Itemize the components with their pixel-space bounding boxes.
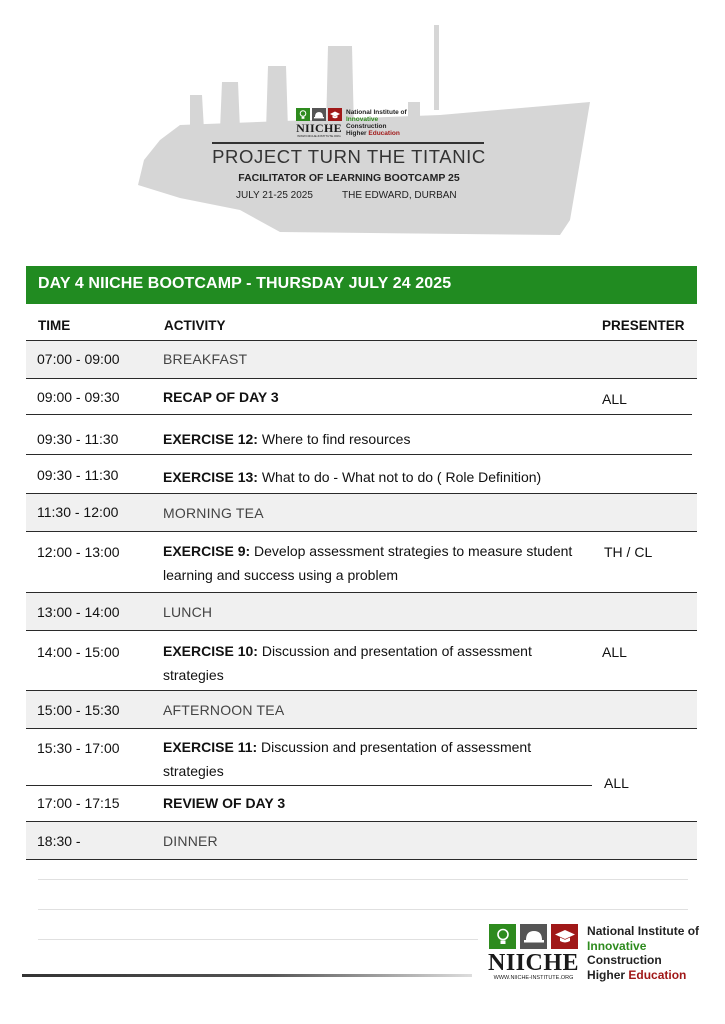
row-activity: REVIEW OF DAY 3	[163, 795, 286, 811]
brand-name: NIICHE	[488, 950, 580, 976]
column-header-presenter: PRESENTER	[602, 318, 685, 333]
row-time: 09:30 - 11:30	[37, 431, 119, 447]
schedule-row	[26, 729, 697, 791]
brand-website: WWW.NIICHE-INSTITUTE.ORG	[493, 975, 574, 981]
row-activity: LUNCH	[163, 604, 213, 620]
row-presenter: ALL	[604, 775, 629, 791]
row-activity: EXERCISE 10: Discussion and presentation of assessment strategies	[163, 643, 532, 683]
footer-bar	[22, 974, 472, 977]
row-time: 07:00 - 09:00	[37, 351, 120, 367]
event-dates: JULY 21-25 2025	[236, 190, 313, 201]
event-venue: THE EDWARD, DURBAN	[342, 190, 457, 201]
schedule-row	[26, 822, 697, 859]
organization-name: National Institute of Innovative Construction Higher Education	[346, 109, 407, 137]
column-header-activity: ACTIVITY	[164, 318, 226, 333]
row-time: 14:00 - 15:00	[37, 644, 120, 660]
lightbulb-icon	[296, 108, 310, 121]
notes-line	[38, 939, 478, 940]
event-title: PROJECT TURN THE TITANIC	[212, 146, 486, 167]
hardhat-icon	[520, 924, 547, 949]
header-logo	[296, 108, 407, 138]
graduation-cap-icon	[328, 108, 342, 121]
schedule-row	[26, 631, 697, 690]
row-presenter: TH / CL	[604, 544, 653, 560]
row-time: 09:00 - 09:30	[37, 389, 120, 405]
row-activity: MORNING TEA	[163, 505, 264, 521]
row-time: 17:00 - 17:15	[37, 795, 120, 811]
brand-name: NIICHE	[296, 121, 342, 135]
column-header-time: TIME	[38, 318, 71, 333]
row-time: 13:00 - 14:00	[37, 604, 120, 620]
schedule-row	[26, 455, 697, 493]
row-activity: EXERCISE 13: What to do - What not to do ( Role Definition)	[163, 469, 542, 485]
hardhat-icon	[312, 108, 326, 121]
notes-line	[38, 909, 688, 910]
row-time: 18:30 -	[37, 833, 81, 849]
row-activity: DINNER	[163, 833, 218, 849]
header-divider	[212, 142, 484, 144]
schedule-row	[26, 379, 697, 416]
footer-logo	[488, 924, 699, 982]
schedule-row	[26, 593, 697, 630]
row-presenter: ALL	[602, 391, 627, 407]
graduation-cap-icon	[551, 924, 578, 949]
brand-website: WWW.NIICHE-INSTITUTE.ORG	[297, 134, 341, 138]
row-time: 11:30 - 12:00	[37, 504, 119, 520]
schedule-row	[26, 532, 697, 592]
row-activity: AFTERNOON TEA	[163, 702, 285, 718]
schedule-row	[26, 415, 697, 454]
event-subtitle: FACILITATOR OF LEARNING BOOTCAMP 25	[238, 172, 460, 184]
lightbulb-icon	[489, 924, 516, 949]
row-time: 12:00 - 13:00	[37, 544, 120, 560]
schedule-row	[26, 691, 697, 728]
row-divider	[26, 859, 697, 860]
row-time: 15:30 - 17:00	[37, 740, 120, 756]
schedule-row	[26, 494, 697, 531]
notes-line	[38, 879, 688, 880]
row-time: 09:30 - 11:30	[37, 467, 119, 483]
row-time: 15:00 - 15:30	[37, 702, 120, 718]
schedule-row	[26, 786, 697, 821]
row-activity: RECAP OF DAY 3	[163, 389, 279, 405]
schedule-row	[26, 341, 697, 378]
row-activity: EXERCISE 11: Discussion and presentation of assessment strategies	[163, 739, 532, 779]
organization-name: National Institute of Innovative Construction Higher Education	[587, 924, 700, 982]
row-activity: EXERCISE 12: Where to find resources	[163, 431, 411, 447]
day-banner: DAY 4 NIICHE BOOTCAMP - THURSDAY JULY 24 2025	[26, 266, 697, 304]
row-presenter: ALL	[602, 644, 627, 660]
row-activity: BREAKFAST	[163, 351, 248, 367]
row-activity: EXERCISE 9: Develop assessment strategies to measure student learning and success using a problem	[163, 543, 573, 583]
